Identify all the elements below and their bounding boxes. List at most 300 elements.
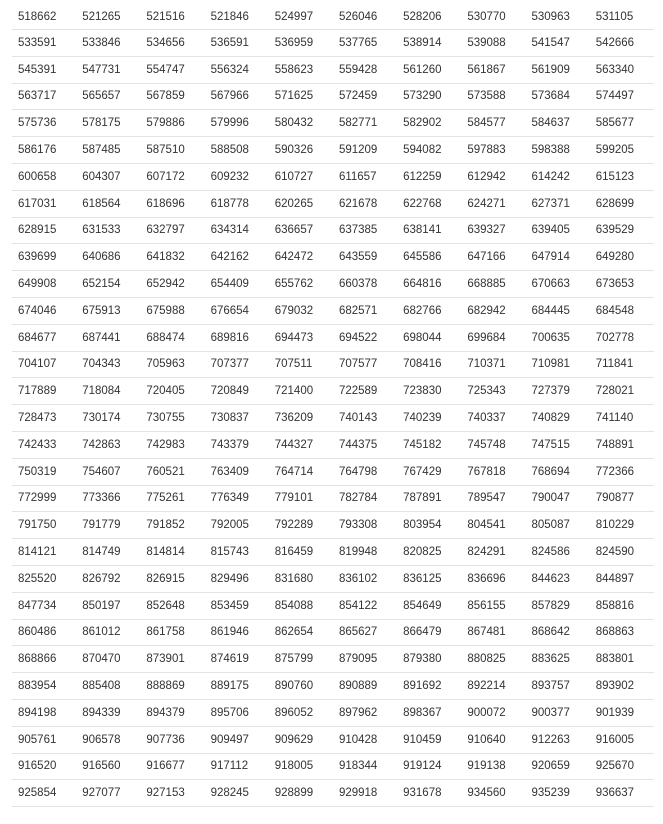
table-cell: 645586: [397, 244, 461, 271]
table-cell: 674046: [12, 297, 76, 324]
table-cell: 556324: [205, 56, 269, 83]
table-cell: 815743: [205, 539, 269, 566]
table-cell: 654409: [205, 271, 269, 298]
table-cell: 891692: [397, 673, 461, 700]
table-cell: 660378: [333, 271, 397, 298]
table-cell: 542666: [590, 30, 654, 57]
table-cell: 791750: [12, 512, 76, 539]
table-cell: 740143: [333, 405, 397, 432]
table-cell: 579886: [140, 110, 204, 137]
table-cell: 720405: [140, 378, 204, 405]
table-cell: 925854: [12, 780, 76, 807]
table-cell: 880825: [461, 646, 525, 673]
table-cell: 825520: [12, 565, 76, 592]
table-cell: 740829: [526, 405, 590, 432]
table-cell: 873901: [140, 646, 204, 673]
table-cell: 875799: [269, 646, 333, 673]
table-row: [12, 351, 654, 378]
table-cell: 900377: [526, 699, 590, 726]
table-cell: 747515: [526, 431, 590, 458]
table-cell: 580432: [269, 110, 333, 137]
table-cell: 861758: [140, 619, 204, 646]
table-cell: 725343: [461, 378, 525, 405]
table-cell: 639699: [12, 244, 76, 271]
table-cell: 916005: [590, 726, 654, 753]
table-cell: 618696: [140, 190, 204, 217]
table-cell: 708416: [397, 351, 461, 378]
table-cell: 836125: [397, 565, 461, 592]
table-row: [12, 673, 654, 700]
table-cell: 916560: [76, 753, 140, 780]
table-row: [12, 83, 654, 110]
table-row: [12, 485, 654, 512]
table-cell: 573684: [526, 83, 590, 110]
table-cell: 819948: [333, 539, 397, 566]
table-cell: 854122: [333, 592, 397, 619]
table-cell: 620265: [269, 190, 333, 217]
table-row: [12, 56, 654, 83]
table-cell: 582902: [397, 110, 461, 137]
table-cell: 868863: [590, 619, 654, 646]
table-cell: 558623: [269, 56, 333, 83]
table-cell: 865627: [333, 619, 397, 646]
table-cell: 561260: [397, 56, 461, 83]
table-cell: 879095: [333, 646, 397, 673]
table-cell: 793308: [333, 512, 397, 539]
table-cell: 750319: [12, 458, 76, 485]
table-cell: 530770: [461, 5, 525, 30]
table-cell: 893902: [590, 673, 654, 700]
table-cell: 563340: [590, 56, 654, 83]
table-cell: 561909: [526, 56, 590, 83]
table-cell: 647914: [526, 244, 590, 271]
table-cell: 688474: [140, 324, 204, 351]
table-cell: 612942: [461, 163, 525, 190]
table-cell: 670663: [526, 271, 590, 298]
table-cell: 760521: [140, 458, 204, 485]
table-cell: 655762: [269, 271, 333, 298]
table-row: [12, 110, 654, 137]
table-cell: 918344: [333, 753, 397, 780]
table-cell: 816459: [269, 539, 333, 566]
table-cell: 844623: [526, 565, 590, 592]
table-cell: 791852: [140, 512, 204, 539]
table-cell: 754607: [76, 458, 140, 485]
table-cell: 649908: [12, 271, 76, 298]
table-cell: 702778: [590, 324, 654, 351]
table-row: [12, 324, 654, 351]
table-cell: 717889: [12, 378, 76, 405]
table-cell: 652154: [76, 271, 140, 298]
table-cell: 720849: [205, 378, 269, 405]
table-cell: 888869: [140, 673, 204, 700]
table-cell: 707577: [333, 351, 397, 378]
table-cell: 698044: [397, 324, 461, 351]
table-cell: 909497: [205, 726, 269, 753]
table-cell: 694473: [269, 324, 333, 351]
table-cell: 787891: [397, 485, 461, 512]
table-cell: 604307: [76, 163, 140, 190]
table-cell: 894339: [76, 699, 140, 726]
table-cell: 782784: [333, 485, 397, 512]
table-cell: 684445: [526, 297, 590, 324]
table-cell: 521516: [140, 5, 204, 30]
table-cell: 856155: [461, 592, 525, 619]
table-cell: 919124: [397, 753, 461, 780]
table-row: [12, 137, 654, 164]
table-cell: 600658: [12, 163, 76, 190]
table-cell: 582771: [333, 110, 397, 137]
table-cell: 736209: [269, 405, 333, 432]
table-cell: 861946: [205, 619, 269, 646]
table-cell: 814121: [12, 539, 76, 566]
table-cell: 744375: [333, 431, 397, 458]
number-table: [12, 5, 654, 807]
table-cell: 861012: [76, 619, 140, 646]
table-cell: 860486: [12, 619, 76, 646]
table-cell: 588508: [205, 137, 269, 164]
table-cell: 748891: [590, 431, 654, 458]
table-cell: 621678: [333, 190, 397, 217]
table-cell: 573290: [397, 83, 461, 110]
table-cell: 927153: [140, 780, 204, 807]
table-cell: 575736: [12, 110, 76, 137]
table-cell: 628699: [590, 190, 654, 217]
table-cell: 792005: [205, 512, 269, 539]
table-cell: 814814: [140, 539, 204, 566]
table-cell: 866479: [397, 619, 461, 646]
table-cell: 590326: [269, 137, 333, 164]
table-cell: 917112: [205, 753, 269, 780]
table-cell: 561867: [461, 56, 525, 83]
table-cell: 639405: [526, 217, 590, 244]
table-cell: 741140: [590, 405, 654, 432]
table-cell: 901939: [590, 699, 654, 726]
table-cell: 594082: [397, 137, 461, 164]
table-cell: 664816: [397, 271, 461, 298]
table-cell: 740239: [397, 405, 461, 432]
table-cell: 916677: [140, 753, 204, 780]
table-cell: 723830: [397, 378, 461, 405]
table-cell: 775261: [140, 485, 204, 512]
table-cell: 744327: [269, 431, 333, 458]
table-cell: 764798: [333, 458, 397, 485]
table-cell: 883625: [526, 646, 590, 673]
number-table-body: [12, 5, 654, 807]
table-cell: 639529: [590, 217, 654, 244]
table-cell: 710371: [461, 351, 525, 378]
table-row: [12, 592, 654, 619]
table-cell: 609232: [205, 163, 269, 190]
table-cell: 617031: [12, 190, 76, 217]
table-cell: 704343: [76, 351, 140, 378]
table-cell: 898367: [397, 699, 461, 726]
table-cell: 836696: [461, 565, 525, 592]
table-cell: 675988: [140, 297, 204, 324]
table-cell: 572459: [333, 83, 397, 110]
table-cell: 804541: [461, 512, 525, 539]
table-cell: 927077: [76, 780, 140, 807]
table-cell: 673653: [590, 271, 654, 298]
table-cell: 636657: [269, 217, 333, 244]
table-cell: 524997: [269, 5, 333, 30]
table-row: [12, 297, 654, 324]
table-cell: 928899: [269, 780, 333, 807]
table-cell: 721400: [269, 378, 333, 405]
table-row: [12, 458, 654, 485]
table-cell: 890760: [269, 673, 333, 700]
table-cell: 805087: [526, 512, 590, 539]
table-cell: 718084: [76, 378, 140, 405]
table-cell: 627371: [526, 190, 590, 217]
table-cell: 810229: [590, 512, 654, 539]
table-cell: 632797: [140, 217, 204, 244]
table-cell: 907736: [140, 726, 204, 753]
table-cell: 597883: [461, 137, 525, 164]
table-cell: 745182: [397, 431, 461, 458]
table-cell: 591209: [333, 137, 397, 164]
table-cell: 814749: [76, 539, 140, 566]
table-cell: 649280: [590, 244, 654, 271]
table-cell: 642472: [269, 244, 333, 271]
table-cell: 934560: [461, 780, 525, 807]
table-cell: 530963: [526, 5, 590, 30]
table-cell: 668885: [461, 271, 525, 298]
table-cell: 892214: [461, 673, 525, 700]
table-cell: 803954: [397, 512, 461, 539]
table-row: [12, 271, 654, 298]
table-cell: 536591: [205, 30, 269, 57]
table-cell: 929918: [333, 780, 397, 807]
table-cell: 707377: [205, 351, 269, 378]
table-row: [12, 405, 654, 432]
table-cell: 893757: [526, 673, 590, 700]
table-cell: 547731: [76, 56, 140, 83]
table-cell: 831680: [269, 565, 333, 592]
table-cell: 584577: [461, 110, 525, 137]
table-cell: 652942: [140, 271, 204, 298]
table-cell: 585677: [590, 110, 654, 137]
table-cell: 883801: [590, 646, 654, 673]
table-row: [12, 431, 654, 458]
table-cell: 925670: [590, 753, 654, 780]
table-cell: 710981: [526, 351, 590, 378]
table-cell: 889175: [205, 673, 269, 700]
table-cell: 584637: [526, 110, 590, 137]
table-cell: 679032: [269, 297, 333, 324]
table-cell: 779101: [269, 485, 333, 512]
table-cell: 767818: [461, 458, 525, 485]
table-cell: 694522: [333, 324, 397, 351]
table-cell: 791779: [76, 512, 140, 539]
table-row: [12, 619, 654, 646]
table-cell: 768694: [526, 458, 590, 485]
table-cell: 885408: [76, 673, 140, 700]
table-cell: 824291: [461, 539, 525, 566]
table-cell: 687441: [76, 324, 140, 351]
table-cell: 610727: [269, 163, 333, 190]
table-cell: 730837: [205, 405, 269, 432]
table-cell: 897962: [333, 699, 397, 726]
table-cell: 707511: [269, 351, 333, 378]
table-cell: 573588: [461, 83, 525, 110]
table-cell: 676654: [205, 297, 269, 324]
table-cell: 870470: [76, 646, 140, 673]
table-cell: 624271: [461, 190, 525, 217]
table-row: [12, 30, 654, 57]
table-cell: 935239: [526, 780, 590, 807]
table-cell: 900072: [461, 699, 525, 726]
table-cell: 628915: [12, 217, 76, 244]
table-cell: 545391: [12, 56, 76, 83]
table-row: [12, 163, 654, 190]
table-cell: 745748: [461, 431, 525, 458]
table-cell: 533846: [76, 30, 140, 57]
table-cell: 763409: [205, 458, 269, 485]
table-cell: 906578: [76, 726, 140, 753]
table-cell: 868642: [526, 619, 590, 646]
table-cell: 912263: [526, 726, 590, 753]
table-cell: 844897: [590, 565, 654, 592]
table-cell: 867481: [461, 619, 525, 646]
table-cell: 586176: [12, 137, 76, 164]
table-cell: 879380: [397, 646, 461, 673]
table-cell: 824590: [590, 539, 654, 566]
table-cell: 918005: [269, 753, 333, 780]
table-cell: 883954: [12, 673, 76, 700]
table-cell: 850197: [76, 592, 140, 619]
table-cell: 722589: [333, 378, 397, 405]
table-cell: 824586: [526, 539, 590, 566]
table-cell: 742983: [140, 431, 204, 458]
table-cell: 554747: [140, 56, 204, 83]
table-cell: 789547: [461, 485, 525, 512]
table-row: [12, 565, 654, 592]
table-cell: 792289: [269, 512, 333, 539]
table-cell: 699684: [461, 324, 525, 351]
table-cell: 790877: [590, 485, 654, 512]
table-cell: 711841: [590, 351, 654, 378]
table-cell: 563717: [12, 83, 76, 110]
table-cell: 740337: [461, 405, 525, 432]
table-cell: 764714: [269, 458, 333, 485]
table-cell: 910640: [461, 726, 525, 753]
table-cell: 675913: [76, 297, 140, 324]
table-row: [12, 5, 654, 30]
table-cell: 618564: [76, 190, 140, 217]
table-cell: 790047: [526, 485, 590, 512]
table-cell: 541547: [526, 30, 590, 57]
table-cell: 910428: [333, 726, 397, 753]
table-cell: 772366: [590, 458, 654, 485]
table-cell: 533591: [12, 30, 76, 57]
table-cell: 689816: [205, 324, 269, 351]
table-cell: 642162: [205, 244, 269, 271]
table-cell: 742863: [76, 431, 140, 458]
table-cell: 730755: [140, 405, 204, 432]
table-cell: 567966: [205, 83, 269, 110]
table-cell: 615123: [590, 163, 654, 190]
table-cell: 928245: [205, 780, 269, 807]
table-cell: 634314: [205, 217, 269, 244]
table-cell: 826915: [140, 565, 204, 592]
table-cell: 857829: [526, 592, 590, 619]
table-cell: 521265: [76, 5, 140, 30]
table-cell: 896052: [269, 699, 333, 726]
table-cell: 894379: [140, 699, 204, 726]
table-cell: 909629: [269, 726, 333, 753]
table-cell: 854649: [397, 592, 461, 619]
table-cell: 587485: [76, 137, 140, 164]
table-cell: 919138: [461, 753, 525, 780]
table-cell: 521846: [205, 5, 269, 30]
table-cell: 910459: [397, 726, 461, 753]
table-cell: 776349: [205, 485, 269, 512]
table-cell: 537765: [333, 30, 397, 57]
table-row: [12, 753, 654, 780]
table-cell: 700635: [526, 324, 590, 351]
table-cell: 936637: [590, 780, 654, 807]
table-cell: 598388: [526, 137, 590, 164]
table-cell: 727379: [526, 378, 590, 405]
table-cell: 607172: [140, 163, 204, 190]
table-cell: 852648: [140, 592, 204, 619]
table-cell: 611657: [333, 163, 397, 190]
table-cell: 772999: [12, 485, 76, 512]
table-cell: 728021: [590, 378, 654, 405]
table-cell: 612259: [397, 163, 461, 190]
table-cell: 874619: [205, 646, 269, 673]
table-cell: 518662: [12, 5, 76, 30]
table-cell: 531105: [590, 5, 654, 30]
table-cell: 704107: [12, 351, 76, 378]
table-cell: 599205: [590, 137, 654, 164]
table-cell: 836102: [333, 565, 397, 592]
table-cell: 868866: [12, 646, 76, 673]
table-cell: 641832: [140, 244, 204, 271]
table-cell: 826792: [76, 565, 140, 592]
table-cell: 847734: [12, 592, 76, 619]
table-row: [12, 512, 654, 539]
table-cell: 916520: [12, 753, 76, 780]
table-cell: 643559: [333, 244, 397, 271]
table-cell: 931678: [397, 780, 461, 807]
table-cell: 705963: [140, 351, 204, 378]
table-cell: 571625: [269, 83, 333, 110]
table-cell: 637385: [333, 217, 397, 244]
table-cell: 622768: [397, 190, 461, 217]
table-cell: 682942: [461, 297, 525, 324]
table-cell: 639327: [461, 217, 525, 244]
table-cell: 773366: [76, 485, 140, 512]
table-row: [12, 780, 654, 807]
table-row: [12, 378, 654, 405]
table-row: [12, 244, 654, 271]
table-cell: 565657: [76, 83, 140, 110]
table-cell: 862654: [269, 619, 333, 646]
table-cell: 684677: [12, 324, 76, 351]
table-cell: 559428: [333, 56, 397, 83]
table-cell: 536959: [269, 30, 333, 57]
table-cell: 894198: [12, 699, 76, 726]
table-cell: 920659: [526, 753, 590, 780]
table-row: [12, 217, 654, 244]
table-cell: 534656: [140, 30, 204, 57]
table-cell: 579996: [205, 110, 269, 137]
number-table-container: [12, 5, 654, 807]
table-cell: 526046: [333, 5, 397, 30]
table-cell: 578175: [76, 110, 140, 137]
